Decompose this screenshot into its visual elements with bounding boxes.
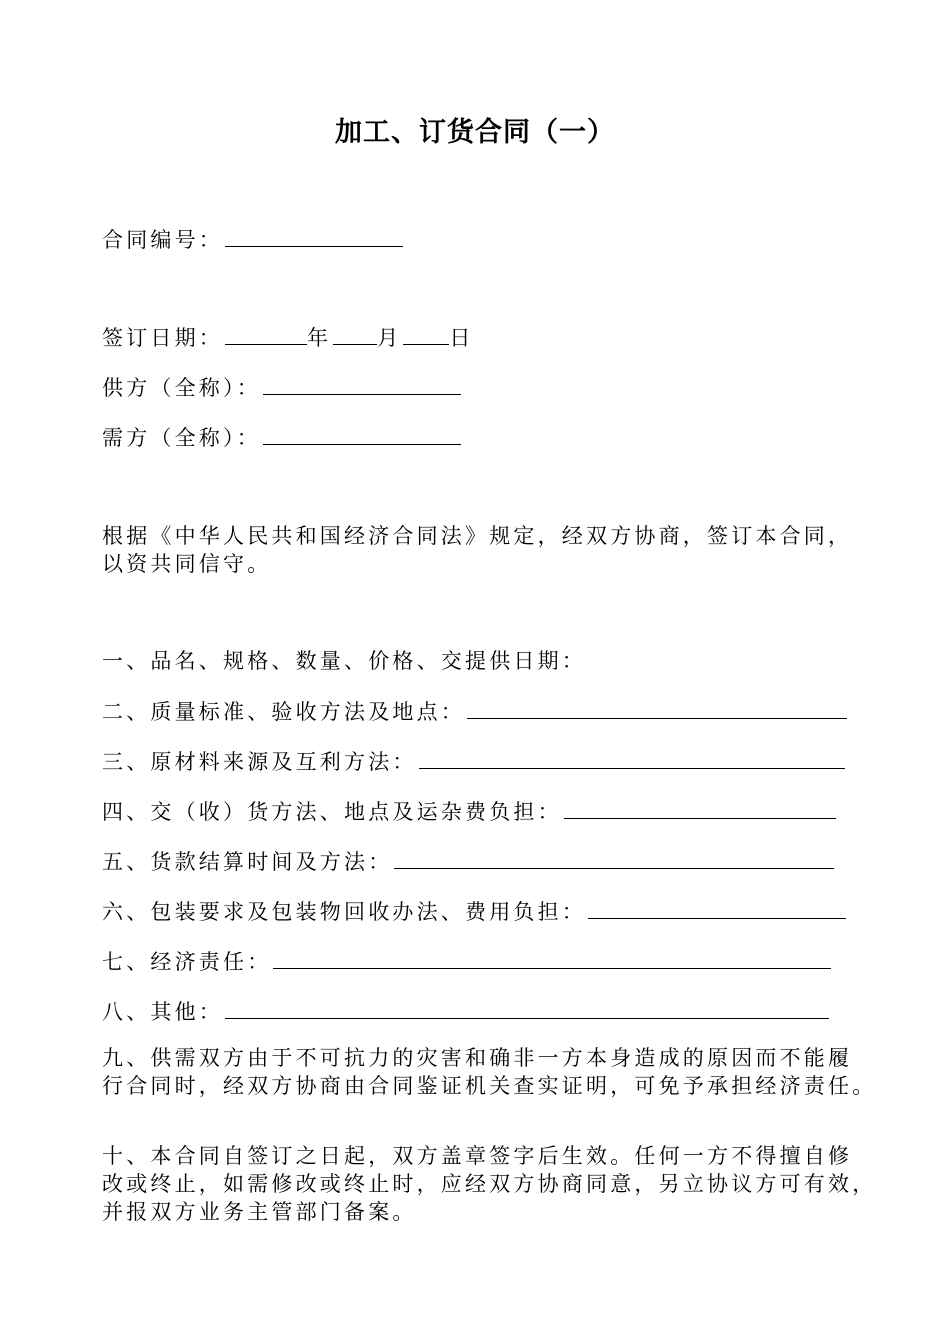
buyer-label: 需方（全称）：: [102, 426, 261, 450]
clause-10-line-1: 十、本合同自签订之日起，双方盖章签字后生效。任何一方不得擅自修: [102, 1144, 853, 1168]
clause-4: [102, 796, 836, 827]
clause-1: [102, 646, 586, 676]
contract-number-row: [102, 224, 403, 255]
clause-10-line-2: 改或终止，如需修改或终止时，应经双方协商同意，另立协议方可有效，: [102, 1172, 877, 1196]
clause-3-blank[interactable]: [419, 746, 845, 769]
clause-9: [102, 1044, 877, 1100]
sign-date-year-blank[interactable]: [225, 322, 307, 345]
clause-6-text: 六、包装要求及包装物回收办法、费用负担：: [102, 900, 586, 924]
clause-3: [102, 746, 845, 777]
contract-number-label: 合同编号：: [102, 228, 223, 252]
sign-date-label: 签订日期：: [102, 326, 223, 350]
clause-6-blank[interactable]: [588, 896, 846, 919]
sign-date-day-blank[interactable]: [403, 322, 449, 345]
clause-2-blank[interactable]: [467, 696, 847, 719]
supplier-label: 供方（全称）：: [102, 376, 261, 400]
clause-5-text: 五、货款结算时间及方法：: [102, 850, 393, 874]
document-title: 加工、订货合同（一）: [335, 117, 615, 148]
buyer-name-blank[interactable]: [263, 422, 461, 445]
clause-2: [102, 696, 847, 727]
clause-1-text: 一、品名、规格、数量、价格、交提供日期：: [102, 649, 586, 673]
year-label: 年: [307, 326, 332, 350]
preamble-line-2: 以资共同信守。: [102, 552, 272, 576]
clause-5: [102, 846, 834, 877]
sign-date-row: [102, 322, 474, 353]
clause-7: [102, 946, 831, 977]
clause-7-text: 七、经济责任：: [102, 950, 272, 974]
clause-2-text: 二、质量标准、验收方法及地点：: [102, 700, 465, 724]
buyer-row: [102, 422, 461, 453]
clause-7-blank[interactable]: [273, 946, 831, 969]
clause-10: [102, 1142, 877, 1226]
clause-9-line-1: 九、供需双方由于不可抗力的灾害和确非一方本身造成的原因而不能履: [102, 1046, 853, 1070]
contract-number-blank[interactable]: [225, 224, 403, 247]
clause-10-line-3: 并报双方业务主管部门备案。: [102, 1200, 417, 1224]
preamble-paragraph: [102, 522, 862, 578]
supplier-name-blank[interactable]: [263, 372, 461, 395]
clause-4-text: 四、交（收）货方法、地点及运杂费负担：: [102, 800, 562, 824]
supplier-row: [102, 372, 461, 403]
clause-8: [102, 996, 829, 1027]
clause-5-blank[interactable]: [394, 846, 834, 869]
sign-date-month-blank[interactable]: [333, 322, 377, 345]
month-label: 月: [377, 326, 402, 350]
clause-8-blank[interactable]: [225, 996, 829, 1019]
clause-6: [102, 896, 846, 927]
day-label: 日: [449, 326, 474, 350]
clause-8-text: 八、其他：: [102, 1000, 223, 1024]
clause-3-text: 三、原材料来源及互利方法：: [102, 750, 417, 774]
preamble-line-1: 根据《中华人民共和国经济合同法》规定，经双方协商，签订本合同，: [102, 524, 853, 548]
clause-9-line-2: 行合同时，经双方协商由合同鉴证机关查实证明，可免予承担经济责任。: [102, 1074, 877, 1098]
clause-4-blank[interactable]: [564, 796, 836, 819]
